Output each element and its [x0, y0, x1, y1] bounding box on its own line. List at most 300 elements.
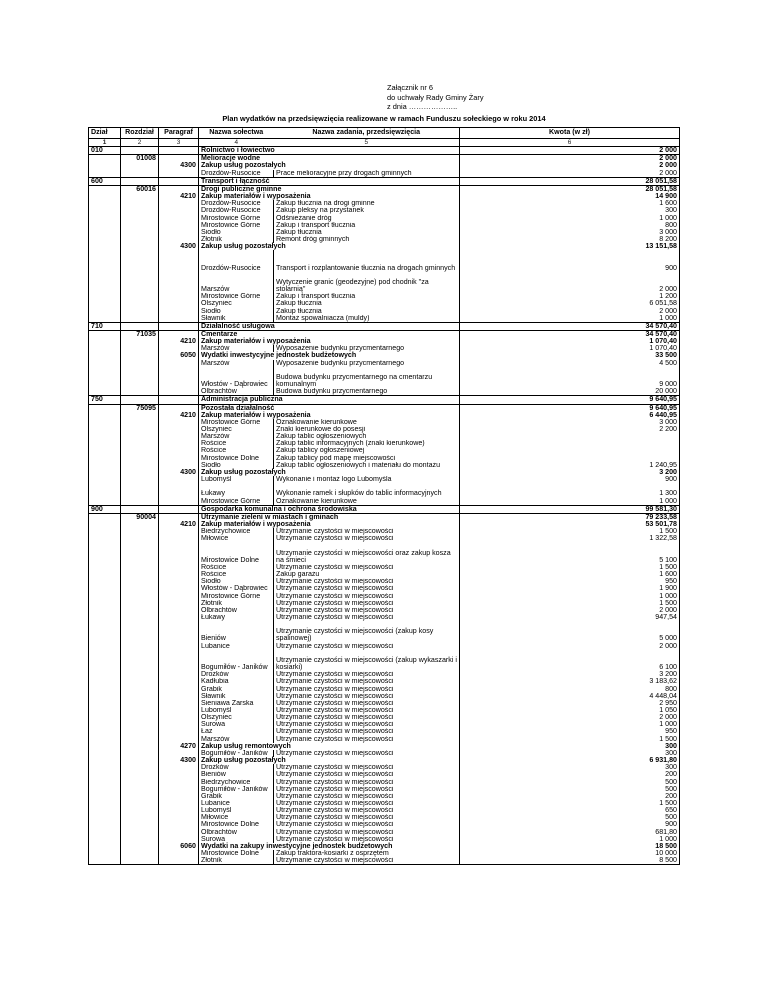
task-name: Utrzymanie czystości w miejscowości [274, 600, 460, 607]
task-amount: 10 000 [460, 850, 680, 857]
rozdzial-code [121, 836, 159, 843]
rozdzial-code [121, 215, 159, 222]
table-row [89, 678, 680, 685]
header-rozdzial: Rozdział [121, 128, 159, 139]
task-amount: 2 000 [460, 272, 680, 293]
task-amount: 5 000 [460, 621, 680, 642]
paragraf-code [159, 170, 199, 178]
rozdzial-code: 01008 [121, 155, 159, 163]
rozdzial-code [121, 686, 159, 693]
dzial-code [89, 331, 121, 339]
rozdzial-code [121, 743, 159, 750]
paragraf-code [159, 850, 199, 857]
dzial-code: 750 [89, 396, 121, 404]
paragraf-code [159, 155, 199, 163]
task-name: Budowa budynku przycmentarnego na cmentarzu komunalnym [274, 367, 460, 388]
table-row [89, 736, 680, 743]
dzial-code [89, 170, 121, 178]
paragraf-code: 4210 [159, 193, 199, 200]
column-number-row [89, 139, 680, 147]
table-row [89, 476, 680, 483]
rozdzial-code [121, 857, 159, 865]
dzial-code [89, 814, 121, 821]
task-name: Utrzymanie czystości w miejscowości [274, 786, 460, 793]
task-amount: 300 [460, 764, 680, 771]
village-name: Marszów [199, 433, 274, 440]
task-name: Prace melioracyjne przy drogach gminnych [274, 170, 460, 178]
table-body [89, 147, 680, 865]
rozdzial-code [121, 440, 159, 447]
village-name: Sławnik [199, 693, 274, 700]
dzial-code [89, 786, 121, 793]
rozdzial-code [121, 193, 159, 200]
task-name: Utrzymanie czystości w miejscowości [274, 807, 460, 814]
village-name: Rościce [199, 571, 274, 578]
task-amount: 1 000 [460, 315, 680, 323]
table-row [89, 793, 680, 800]
task-amount: 500 [460, 779, 680, 786]
table-row [89, 419, 680, 426]
rozdzial-code [121, 462, 159, 469]
dzial-row [89, 177, 680, 185]
task-name: Utrzymanie czystości w miejscowości [274, 728, 460, 735]
dzial-code [89, 476, 121, 483]
village-name: Sieniawa Żarska [199, 700, 274, 707]
dzial-code [89, 222, 121, 229]
task-name: Zakup tablicy pod mapę miejscowości [274, 455, 460, 462]
rozdzial-code [121, 521, 159, 528]
rozdzial-code [121, 850, 159, 857]
rozdzial-code [121, 367, 159, 388]
paragraf-code [159, 293, 199, 300]
dzial-code [89, 836, 121, 843]
dzial-code [89, 750, 121, 757]
task-amount: 2 950 [460, 700, 680, 707]
section-amount: 33 500 [460, 352, 680, 359]
table-row [89, 300, 680, 307]
task-amount: 8 200 [460, 236, 680, 243]
table-row [89, 779, 680, 786]
task-name: Remont dróg gminnych [274, 236, 460, 243]
dzial-code [89, 714, 121, 721]
paragraf-code [159, 786, 199, 793]
village-name: Lubomyśl [199, 807, 274, 814]
table-row [89, 593, 680, 600]
paragraf-code [159, 388, 199, 396]
paragraf-row [89, 757, 680, 764]
village-name: Drożków [199, 671, 274, 678]
task-amount: 800 [460, 686, 680, 693]
dzial-code [89, 528, 121, 535]
paragraf-row [89, 243, 680, 250]
village-name: Sławnik [199, 315, 274, 323]
task-amount: 950 [460, 728, 680, 735]
dzial-code [89, 462, 121, 469]
dzial-code: 900 [89, 505, 121, 513]
task-name: Utrzymanie czystości w miejscowości [274, 721, 460, 728]
task-amount: 900 [460, 476, 680, 483]
task-amount: 1 000 [460, 215, 680, 222]
dzial-code [89, 707, 121, 714]
paragraf-code [159, 229, 199, 236]
rozdzial-row [89, 331, 680, 339]
dzial-code [89, 779, 121, 786]
task-amount: 8 500 [460, 857, 680, 865]
village-name: Drozdów-Rusocice [199, 250, 274, 271]
paragraf-code [159, 650, 199, 671]
paragraf-code [159, 426, 199, 433]
village-name: Złotnik [199, 600, 274, 607]
table-row [89, 829, 680, 836]
dzial-code [89, 728, 121, 735]
task-name: Wykonanie ramek i słupków do tablic informacyjnych [274, 483, 460, 497]
section-amount: 2 000 [460, 147, 680, 155]
rozdzial-code [121, 388, 159, 396]
header-zadanie: Nazwa zadania, przedsięwzięcia [274, 128, 460, 139]
task-amount: 4 448,04 [460, 693, 680, 700]
table-row [89, 686, 680, 693]
village-name: Bieniów [199, 621, 274, 642]
task-name: Zakup traktora-kosiarki z osprzętem [274, 850, 460, 857]
table-row [89, 462, 680, 469]
rozdzial-code [121, 322, 159, 330]
rozdzial-row [89, 404, 680, 412]
document-title: Plan wydatków na przedsięwzięcia realizowane w ramach Funduszu sołeckiego w roku 2014 [222, 114, 546, 123]
dzial-code [89, 700, 121, 707]
village-name: Siodło [199, 462, 274, 469]
table-row [89, 308, 680, 315]
table-row [89, 807, 680, 814]
paragraf-code: 4300 [159, 469, 199, 476]
column-number: 4 [199, 139, 274, 147]
task-amount: 1 000 [460, 721, 680, 728]
dzial-code [89, 521, 121, 528]
rozdzial-code [121, 433, 159, 440]
rozdzial-row [89, 155, 680, 163]
rozdzial-code [121, 250, 159, 271]
village-name: Mirostowice Górne [199, 293, 274, 300]
village-name: Włostów - Dąbrowiec [199, 367, 274, 388]
header-dzial: Dział [89, 128, 121, 139]
dzial-code [89, 721, 121, 728]
rozdzial-code [121, 564, 159, 571]
dzial-code [89, 821, 121, 828]
task-amount: 1 200 [460, 293, 680, 300]
section-name: Rolnictwo i łowiectwo [199, 147, 460, 155]
paragraf-code [159, 578, 199, 585]
task-name: Zakup i transport tłucznia [274, 222, 460, 229]
section-amount: 2 000 [460, 155, 680, 163]
village-name: Marszów [199, 736, 274, 743]
rozdzial-code [121, 207, 159, 214]
table-row [89, 771, 680, 778]
village-name: Marszów [199, 345, 274, 352]
rozdzial-code [121, 764, 159, 771]
paragraf-code [159, 360, 199, 367]
paragraf-code [159, 505, 199, 513]
paragraf-row [89, 162, 680, 169]
task-amount: 300 [460, 750, 680, 757]
rozdzial-code [121, 600, 159, 607]
task-amount: 650 [460, 807, 680, 814]
task-name: Zakup i transport tłucznia [274, 293, 460, 300]
village-name: Olszyniec [199, 426, 274, 433]
rozdzial-code [121, 147, 159, 155]
village-name: Drozdów-Rusocice [199, 170, 274, 178]
task-name: Zakup tablic ogłoszeniowych i materiału do montażu [274, 462, 460, 469]
task-name: Zakup tłucznia [274, 229, 460, 236]
table-row [89, 671, 680, 678]
section-amount: 13 151,58 [460, 243, 680, 250]
task-name: Utrzymanie czystości w miejscowości [274, 821, 460, 828]
table-row [89, 821, 680, 828]
rozdzial-code [121, 505, 159, 513]
village-name: Drozdów-Rusocice [199, 200, 274, 207]
table-row [89, 786, 680, 793]
paragraf-code [159, 207, 199, 214]
village-name: Złotnik [199, 857, 274, 865]
task-name: Utrzymanie czystości w miejscowości [274, 593, 460, 600]
section-name: Zakup materiałów i wyposażenia [199, 338, 460, 345]
section-amount: 3 200 [460, 469, 680, 476]
task-name: Utrzymanie czystości w miejscowości [274, 614, 460, 621]
task-amount: 4 500 [460, 360, 680, 367]
table-row [89, 455, 680, 462]
task-name: Utrzymanie czystości w miejscowości [274, 829, 460, 836]
rozdzial-code: 75095 [121, 404, 159, 412]
task-amount: 1 050 [460, 707, 680, 714]
paragraf-code [159, 236, 199, 243]
rozdzial-code [121, 535, 159, 542]
village-name: Siodło [199, 308, 274, 315]
dzial-code [89, 650, 121, 671]
paragraf-code: 4300 [159, 243, 199, 250]
rozdzial-code [121, 771, 159, 778]
rozdzial-code [121, 793, 159, 800]
dzial-code [89, 793, 121, 800]
dzial-code [89, 229, 121, 236]
dzial-code [89, 498, 121, 506]
section-name: Zakup usług pozostałych [199, 757, 460, 764]
task-name: Utrzymanie czystości w miejscowości [274, 736, 460, 743]
column-number: 6 [460, 139, 680, 147]
table-row [89, 850, 680, 857]
table-row [89, 714, 680, 721]
section-amount: 28 051,58 [460, 177, 680, 185]
table-row [89, 800, 680, 807]
paragraf-code: 4300 [159, 162, 199, 169]
task-name: Utrzymanie czystości w miejscowości (zakup kosy spalinowej) [274, 621, 460, 642]
village-name: Łukawy [199, 483, 274, 497]
task-name: Utrzymanie czystości w miejscowości [274, 671, 460, 678]
section-name: Zakup usług pozostałych [199, 162, 460, 169]
dzial-code [89, 250, 121, 271]
paragraf-code [159, 621, 199, 642]
table-row [89, 315, 680, 323]
rozdzial-code: 71035 [121, 331, 159, 339]
paragraf-code [159, 396, 199, 404]
paragraf-code [159, 462, 199, 469]
village-name: Surowa [199, 721, 274, 728]
paragraf-code [159, 736, 199, 743]
paragraf-code [159, 345, 199, 352]
dzial-code [89, 843, 121, 850]
rozdzial-code [121, 707, 159, 714]
paragraf-row [89, 412, 680, 419]
task-amount: 200 [460, 793, 680, 800]
dzial-code [89, 360, 121, 367]
village-name: Mirostowice Dolne [199, 850, 274, 857]
dzial-code [89, 678, 121, 685]
village-name: Marszów [199, 360, 274, 367]
paragraf-code [159, 433, 199, 440]
paragraf-code [159, 857, 199, 865]
task-amount: 1 500 [460, 564, 680, 571]
dzial-code [89, 412, 121, 419]
task-amount: 1 070,40 [460, 345, 680, 352]
paragraf-code [159, 728, 199, 735]
table-row [89, 215, 680, 222]
rozdzial-code [121, 779, 159, 786]
task-amount: 2 200 [460, 426, 680, 433]
task-amount: 3 183,62 [460, 678, 680, 685]
task-amount: 5 100 [460, 542, 680, 563]
dzial-code: 010 [89, 147, 121, 155]
rozdzial-code [121, 455, 159, 462]
task-amount: 2 000 [460, 643, 680, 650]
village-name: Olbrachtów [199, 607, 274, 614]
task-name: Utrzymanie czystości w miejscowości [274, 750, 460, 757]
village-name: Mirostowice Górne [199, 498, 274, 506]
table-row [89, 498, 680, 506]
dzial-code [89, 600, 121, 607]
dzial-code [89, 850, 121, 857]
table-row [89, 170, 680, 178]
task-name: Wyposażenie budynku przycmentarnego [274, 345, 460, 352]
table-row [89, 607, 680, 614]
rozdzial-code [121, 700, 159, 707]
rozdzial-code [121, 300, 159, 307]
rozdzial-code [121, 585, 159, 592]
village-name: Lubanice [199, 800, 274, 807]
task-amount [460, 440, 680, 447]
rozdzial-code [121, 177, 159, 185]
dzial-code [89, 162, 121, 169]
task-name: Utrzymanie czystości w miejscowości [274, 814, 460, 821]
rozdzial-code [121, 814, 159, 821]
rozdzial-code [121, 469, 159, 476]
paragraf-code [159, 308, 199, 315]
village-name: Rościce [199, 440, 274, 447]
task-amount: 1 500 [460, 600, 680, 607]
section-amount: 6 931,80 [460, 757, 680, 764]
rozdzial-code [121, 352, 159, 359]
section-amount: 14 900 [460, 193, 680, 200]
rozdzial-code [121, 607, 159, 614]
village-name: Mirostowice Górne [199, 222, 274, 229]
dzial-code [89, 643, 121, 650]
paragraf-code [159, 542, 199, 563]
rozdzial-code [121, 714, 159, 721]
task-amount: 1 500 [460, 736, 680, 743]
table-row [89, 585, 680, 592]
paragraf-code [159, 215, 199, 222]
task-name: Zakup tablic ogłoszeniowych [274, 433, 460, 440]
task-name: Utrzymanie czystości w miejscowości [274, 607, 460, 614]
paragraf-code [159, 614, 199, 621]
village-name: Bieniów [199, 771, 274, 778]
header-solectwo: Nazwa sołectwa [199, 128, 274, 139]
table-row [89, 440, 680, 447]
dzial-row [89, 322, 680, 330]
dzial-code [89, 315, 121, 323]
rozdzial-code [121, 419, 159, 426]
rozdzial-code [121, 200, 159, 207]
dzial-code [89, 193, 121, 200]
paragraf-code [159, 476, 199, 483]
paragraf-code [159, 147, 199, 155]
village-name: Mirostowice Dolne [199, 542, 274, 563]
dzial-code [89, 564, 121, 571]
paragraf-code [159, 300, 199, 307]
rozdzial-code [121, 272, 159, 293]
rozdzial-code [121, 236, 159, 243]
section-name: Zakup usług remontowych [199, 743, 460, 750]
dzial-code [89, 440, 121, 447]
dzial-code [89, 352, 121, 359]
task-amount: 20 000 [460, 388, 680, 396]
paragraf-code: 6060 [159, 843, 199, 850]
table-row [89, 721, 680, 728]
task-name: Zakup tablicy ogłoszeniowej [274, 447, 460, 454]
paragraf-code [159, 419, 199, 426]
section-name: Administracja publiczna [199, 396, 460, 404]
task-name: Oznakowanie kierunkowe [274, 419, 460, 426]
section-name: Zakup usług pozostałych [199, 243, 460, 250]
village-name: Rościce [199, 564, 274, 571]
rozdzial-code [121, 614, 159, 621]
paragraf-code [159, 721, 199, 728]
task-amount: 900 [460, 250, 680, 271]
rozdzial-code [121, 483, 159, 497]
section-name: Działalność usługowa [199, 322, 460, 330]
section-name: Zakup materiałów i wyposażenia [199, 193, 460, 200]
task-name: Zakup pleksy na przystanek [274, 207, 460, 214]
dzial-code [89, 693, 121, 700]
rozdzial-code [121, 807, 159, 814]
village-name: Lubomyśl [199, 476, 274, 483]
task-amount: 1 240,95 [460, 462, 680, 469]
task-amount [460, 447, 680, 454]
paragraf-code [159, 455, 199, 462]
paragraf-code [159, 322, 199, 330]
dzial-code [89, 593, 121, 600]
table-row [89, 643, 680, 650]
table-row [89, 600, 680, 607]
village-name: Mirostowice Dolne [199, 455, 274, 462]
rozdzial-code [121, 293, 159, 300]
rozdzial-code [121, 476, 159, 483]
table-row [89, 764, 680, 771]
paragraf-row [89, 743, 680, 750]
dzial-code [89, 455, 121, 462]
column-number: 5 [274, 139, 460, 147]
dzial-code [89, 272, 121, 293]
table-row [89, 621, 680, 642]
task-name: Utrzymanie czystości w miejscowości [274, 857, 460, 865]
rozdzial-code [121, 571, 159, 578]
section-name: Utrzymanie zieleni w miastach i gminach [199, 513, 460, 521]
